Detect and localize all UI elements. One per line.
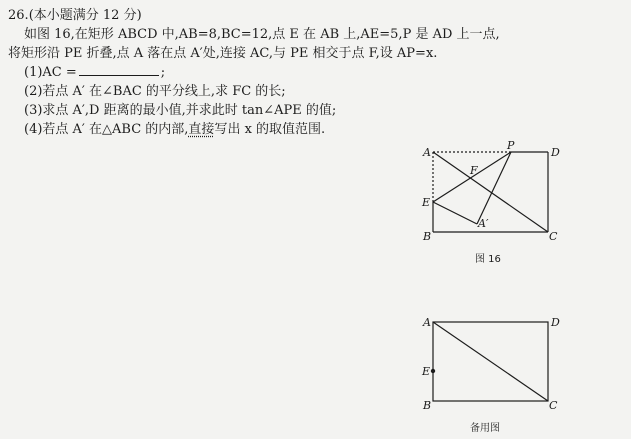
backup-label-e: E (422, 365, 431, 378)
statement-line-1: 如图 16,在矩形 ABCD 中,AB=8,BC=12,点 E 在 AB 上,AE=5,P 是 AD 上一点, (24, 27, 500, 42)
problem-score: (本小题满分 12 分) (28, 8, 142, 23)
point-e-dot (431, 369, 435, 373)
question-4-emphasis: 直接 (188, 122, 215, 137)
backup-label-d: D (551, 316, 560, 329)
label-p: P (507, 139, 515, 152)
segment-ea1 (433, 202, 477, 224)
question-1-prefix: (1)AC = (24, 65, 77, 80)
label-d: D (551, 146, 560, 159)
label-c: C (549, 230, 558, 243)
figure-backup-caption: 备用图 (470, 423, 500, 434)
label-b: B (423, 230, 432, 243)
question-4-before: (4)若点 A′ 在△ABC 的内部, (24, 122, 189, 137)
figure-16 (433, 152, 548, 232)
segment-ac (433, 152, 548, 232)
question-2: (2)若点 A′ 在∠BAC 的平分线上,求 FC 的长; (24, 84, 286, 99)
diagonal-ac (433, 322, 548, 401)
problem-number: 26. (8, 8, 29, 23)
figure-backup (433, 322, 548, 401)
label-a-prime: A′ (478, 217, 489, 230)
question-4-after: 写出 x 的取值范围. (214, 122, 326, 137)
figure-16-caption: 图 16 (475, 254, 501, 265)
question-3: (3)求点 A′,D 距离的最小值,并求此时 tan∠APE 的值; (24, 103, 337, 118)
statement-line-2: 将矩形沿 PE 折叠,点 A 落在点 A′处,连接 AC,与 PE 相交于点 F,设 AP=x. (8, 46, 438, 61)
backup-label-b: B (423, 399, 432, 412)
backup-label-c: C (549, 399, 558, 412)
question-1-suffix: ; (160, 65, 166, 80)
label-a: A (423, 146, 431, 159)
label-e: E (422, 196, 431, 209)
backup-label-a: A (423, 316, 431, 329)
label-f: F (470, 164, 478, 177)
